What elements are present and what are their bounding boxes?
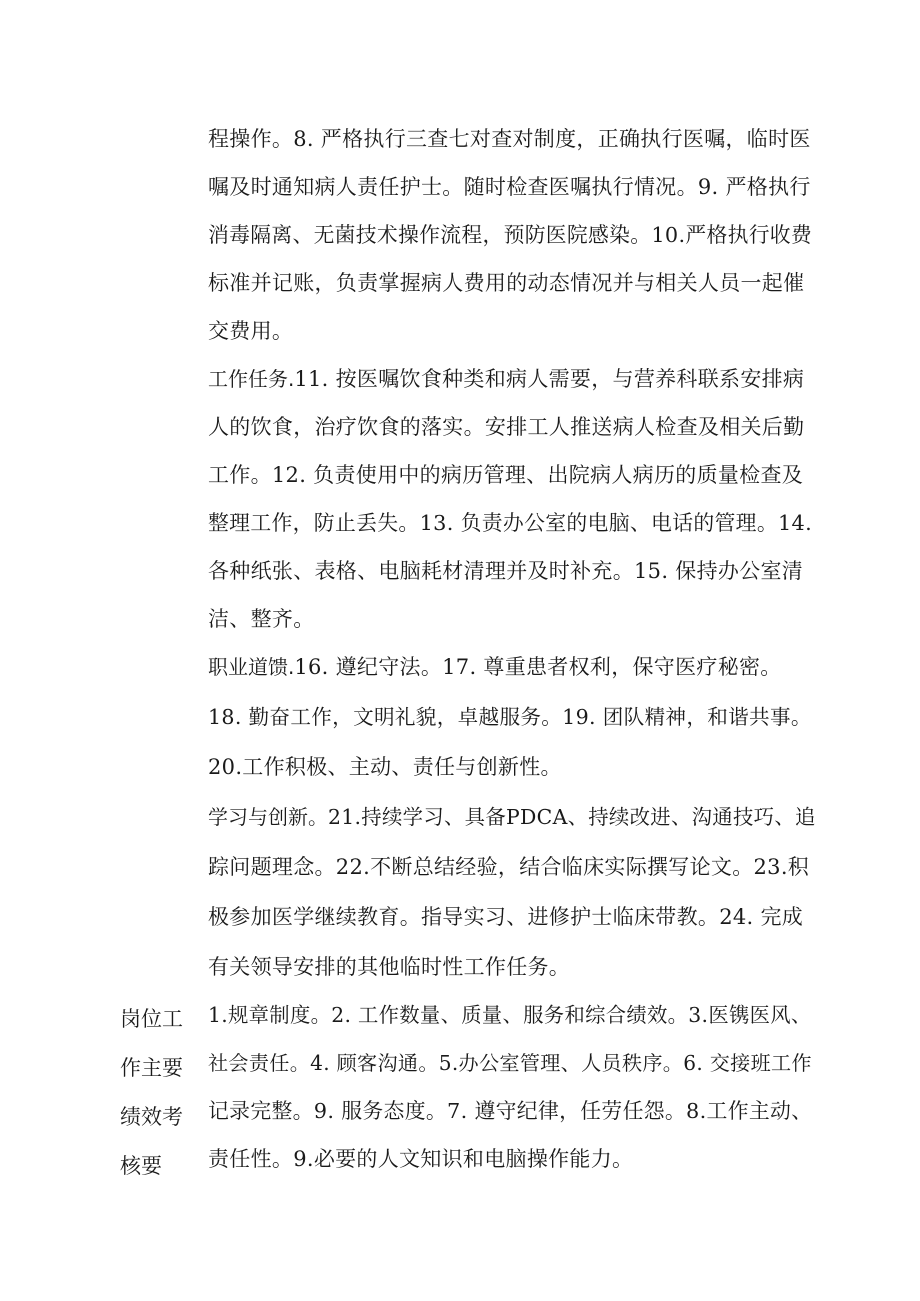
study-first-line: [208, 804, 816, 830]
text-line: 程操作。8. 严格执行三查七对查对制度，正确执行医嘱，临时医: [208, 127, 811, 151]
text-line: 工作。12. 负责使用中的病历管理、出院病人病历的质量检查及: [208, 463, 804, 487]
performance-text-line: 1.规章制度。2. 工作数量、质量、服务和综合绩效。3.医镌医风、: [208, 1003, 812, 1027]
task-text: 11. 按医嘱饮食种类和病人需要，与营养科联系安排病: [294, 367, 805, 391]
text-line: 有关领导安排的其他临时性工作任务。: [208, 955, 571, 979]
ethics-text: 16. 遵纪守法。17. 尊重患者权利，保守医疗秘密。: [294, 655, 782, 679]
study-text: 21.持续学习、具备PDCA、持续改进、沟通技巧、追: [328, 805, 816, 829]
study-heading: 学习与创新。: [208, 805, 328, 829]
task-first-line: [208, 366, 804, 392]
performance-label-line: 作主要: [120, 1056, 183, 1080]
text-line: 各种纸张、表格、电脑耗材清理并及时补充。15. 保持办公室清: [208, 559, 804, 583]
performance-text-line: 责任性。9.必要的人文知识和电脑操作能力。: [208, 1147, 634, 1171]
ethics-first-line: [208, 654, 782, 680]
text-line: 标准并记账，负责掌握病人费用的动态情况并与相关人员一起催: [208, 271, 805, 295]
performance-label-line: 绩效考: [120, 1105, 183, 1129]
text-line: 20.工作积极、主动、责任与创新性。: [208, 755, 562, 779]
text-line: 18. 勤奋工作，文明礼貌，卓越服务。19. 团队精神，和谐共事。: [208, 705, 812, 729]
ethics-heading: 职业道馈.: [208, 655, 295, 679]
text-line: 踪问题理念。22.不断总结经验，结合临床实际撰写论文。23.积: [208, 855, 810, 879]
text-line: 洁、整齐。: [208, 607, 315, 631]
text-line: 整理工作，防止丢失。13. 负责办公室的电脑、电话的管理。14.: [208, 511, 813, 535]
text-line: 消毒隔离、无菌技术操作流程，预防医院感染。10.严格执行收费: [208, 223, 813, 247]
performance-text-line: 记录完整。9. 服务态度。7. 遵守纪律，任劳任怨。8.工作主动、: [208, 1099, 813, 1123]
text-line: 嘱及时通知病人责任护士。随时检查医嘱执行情况。9. 严格执行: [208, 175, 811, 199]
text-line: 人的饮食，治疗饮食的落实。安排工人推送病人检查及相关后勤: [208, 415, 805, 439]
performance-text-line: 社会责任。4. 顾客沟通。5.办公室管理、人员秩序。6. 交接班工作: [208, 1051, 812, 1075]
performance-label-line: 核要: [120, 1154, 162, 1178]
text-line: 极参加医学继续教育。指导实习、进修护士临床带教。24. 完成: [208, 905, 804, 929]
text-line: 交费用。: [208, 319, 294, 343]
performance-label-line: 岗位工: [120, 1007, 183, 1031]
task-heading: 工作任务.: [208, 367, 295, 391]
